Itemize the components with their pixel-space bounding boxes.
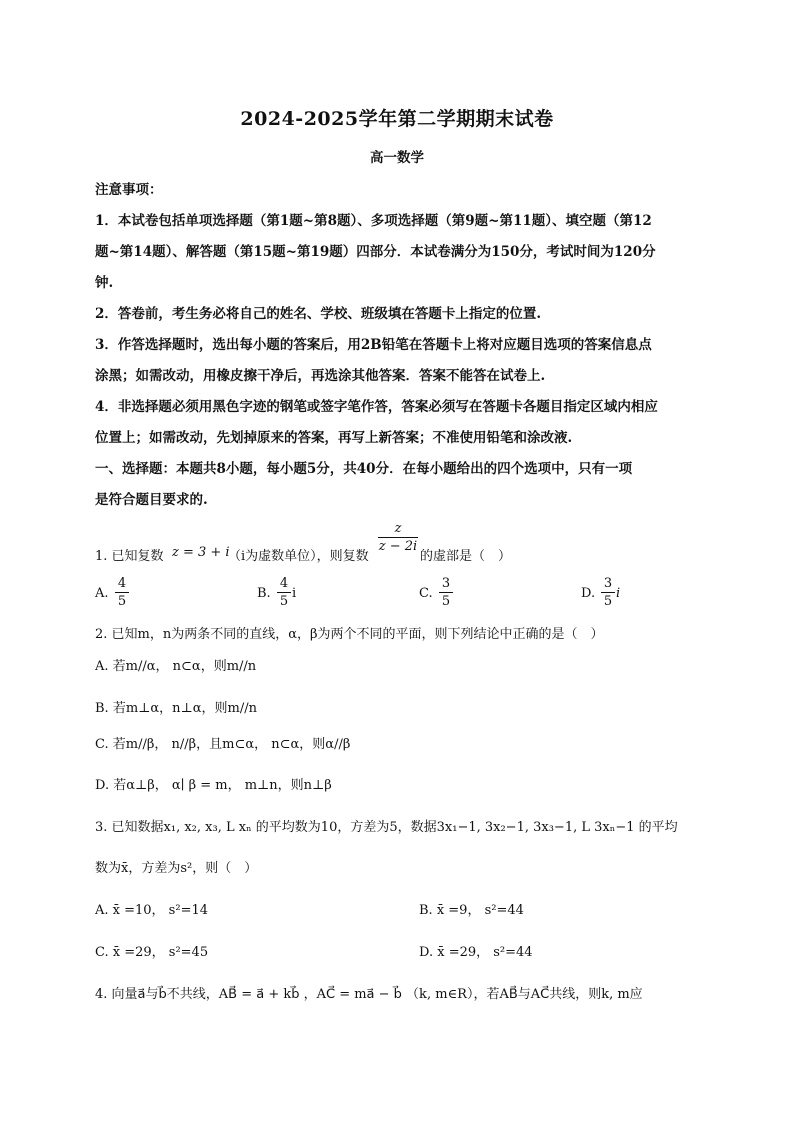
- q3-stem-line-1: 3. 已知数据x₁, x₂, x₃, L xₙ 的平均数为10，方差为5，数据3x₁−1, 3x₂−1, 3x₃−1, L 3xₙ−1 的平均: [95, 820, 678, 835]
- q1-option-b-denominator: 5: [279, 594, 289, 609]
- q1-fraction-bar: [378, 537, 418, 538]
- q2-option-d: D. 若α⊥β， α∣ β = m， m⊥n，则n⊥β: [95, 778, 332, 793]
- q1-option-a-denominator: 5: [117, 594, 127, 609]
- notice-heading: 注意事项：: [95, 182, 163, 198]
- q1-option-d-bar: [601, 592, 615, 593]
- section-1-heading-line-1: 一、选择题：本题共8小题，每小题5分，共40分．在每小题给出的四个选项中，只有一项: [95, 461, 633, 477]
- q3-option-c: C. x̄ =29， s²=45: [95, 945, 209, 960]
- q1-option-a-label: A.: [95, 586, 109, 601]
- q3-option-b: B. x̄ =9， s²=44: [419, 903, 524, 918]
- q1-option-b-suffix: i: [292, 586, 297, 601]
- q1-option-c-numerator: 3: [441, 576, 451, 591]
- q1-option-d-numerator: 3: [603, 576, 613, 591]
- q1-z-expression: z = 3 + i: [172, 545, 230, 560]
- notice-item-4-line-1: 4．非选择题必须用黑色字迹的钢笔或签字笔作答，答案必须写在答题卡各题目指定区域内相应: [95, 399, 658, 415]
- q2-option-b: B. 若m⊥α，n⊥α，则m//n: [95, 701, 257, 716]
- q1-fraction-numerator: z: [394, 521, 402, 536]
- page-subtitle: 高一数学: [370, 150, 424, 166]
- q1-option-b-label: B.: [257, 586, 271, 601]
- q1-fraction-denominator: z − 2i: [378, 539, 418, 554]
- q1-stem-part-a: 1. 已知复数: [95, 549, 164, 564]
- q1-option-c-denominator: 5: [441, 594, 451, 609]
- page-title: 2024-2025学年第二学期期末试卷: [240, 108, 554, 130]
- notice-item-1-line-1: 1．本试卷包括单项选择题（第1题~第8题）、多项选择题（第9题~第11题）、填空题（第12: [95, 213, 652, 229]
- q1-option-b-fraction: [277, 576, 291, 609]
- q1-option-d-suffix: i: [616, 586, 621, 601]
- notice-item-1-line-2: 题~第14题）、解答题（第15题~第19题）四部分．本试卷满分为150分，考试时间为120分: [95, 244, 656, 260]
- q4-stem: 4. 向量a⃗与b⃗不共线，AB⃗ = a⃗ + kb⃗ ，AC⃗ = ma⃗ − b⃗ （k, m∈R），若AB⃗与AC⃗共线，则k, m应: [95, 987, 643, 1002]
- q1-option-b-numerator: 4: [279, 576, 289, 591]
- q2-stem: 2. 已知m，n为两条不同的直线，α，β为两个不同的平面，则下列结论中正确的是（ ）: [95, 627, 604, 642]
- q1-option-b-bar: [277, 592, 291, 593]
- notice-item-1-line-3: 钟.: [95, 275, 114, 291]
- notice-item-2: 2．答卷前，考生务必将自己的姓名、学校、班级填在答题卡上指定的位置.: [95, 306, 542, 322]
- q3-option-a: A. x̄ =10， s²=14: [95, 903, 209, 918]
- q1-stem-part-c: 的虚部是（ ）: [420, 549, 512, 564]
- q1-stem-part-b: （i为虚数单位），则复数: [228, 549, 369, 564]
- q1-option-d-fraction: [601, 576, 615, 609]
- q1-option-d-label: D.: [581, 586, 596, 601]
- q1-option-a-bar: [115, 592, 129, 593]
- notice-item-3-line-2: 涂黑；如需改动，用橡皮擦干净后，再选涂其他答案．答案不能答在试卷上.: [95, 368, 546, 384]
- q3-option-d: D. x̄ =29， s²=44: [419, 945, 533, 960]
- q1-option-c-fraction: [439, 576, 453, 609]
- q2-option-c: C. 若m//β， n//β，且m⊂α， n⊂α，则α//β: [95, 737, 351, 752]
- notice-item-3-line-1: 3．作答选择题时，选出每小题的答案后，用2B铅笔在答题卡上将对应题目选项的答案信息点: [95, 337, 652, 353]
- notice-item-4-line-2: 位置上；如需改动，先划掉原来的答案，再写上新答案；不准使用铅笔和涂改液.: [95, 430, 573, 446]
- q1-option-a-fraction: [115, 576, 129, 609]
- q1-option-c-bar: [439, 592, 453, 593]
- q1-option-a-numerator: 4: [117, 576, 127, 591]
- section-1-heading-line-2: 是符合题目要求的.: [95, 492, 208, 508]
- q1-option-d-denominator: 5: [603, 594, 613, 609]
- q2-option-a: A. 若m//α， n⊂α，则m//n: [95, 659, 257, 674]
- q3-stem-line-2: 数为x̄，方差为s²，则（ ）: [95, 861, 258, 876]
- q1-option-c-label: C.: [419, 586, 433, 601]
- q1-fraction: [378, 521, 418, 554]
